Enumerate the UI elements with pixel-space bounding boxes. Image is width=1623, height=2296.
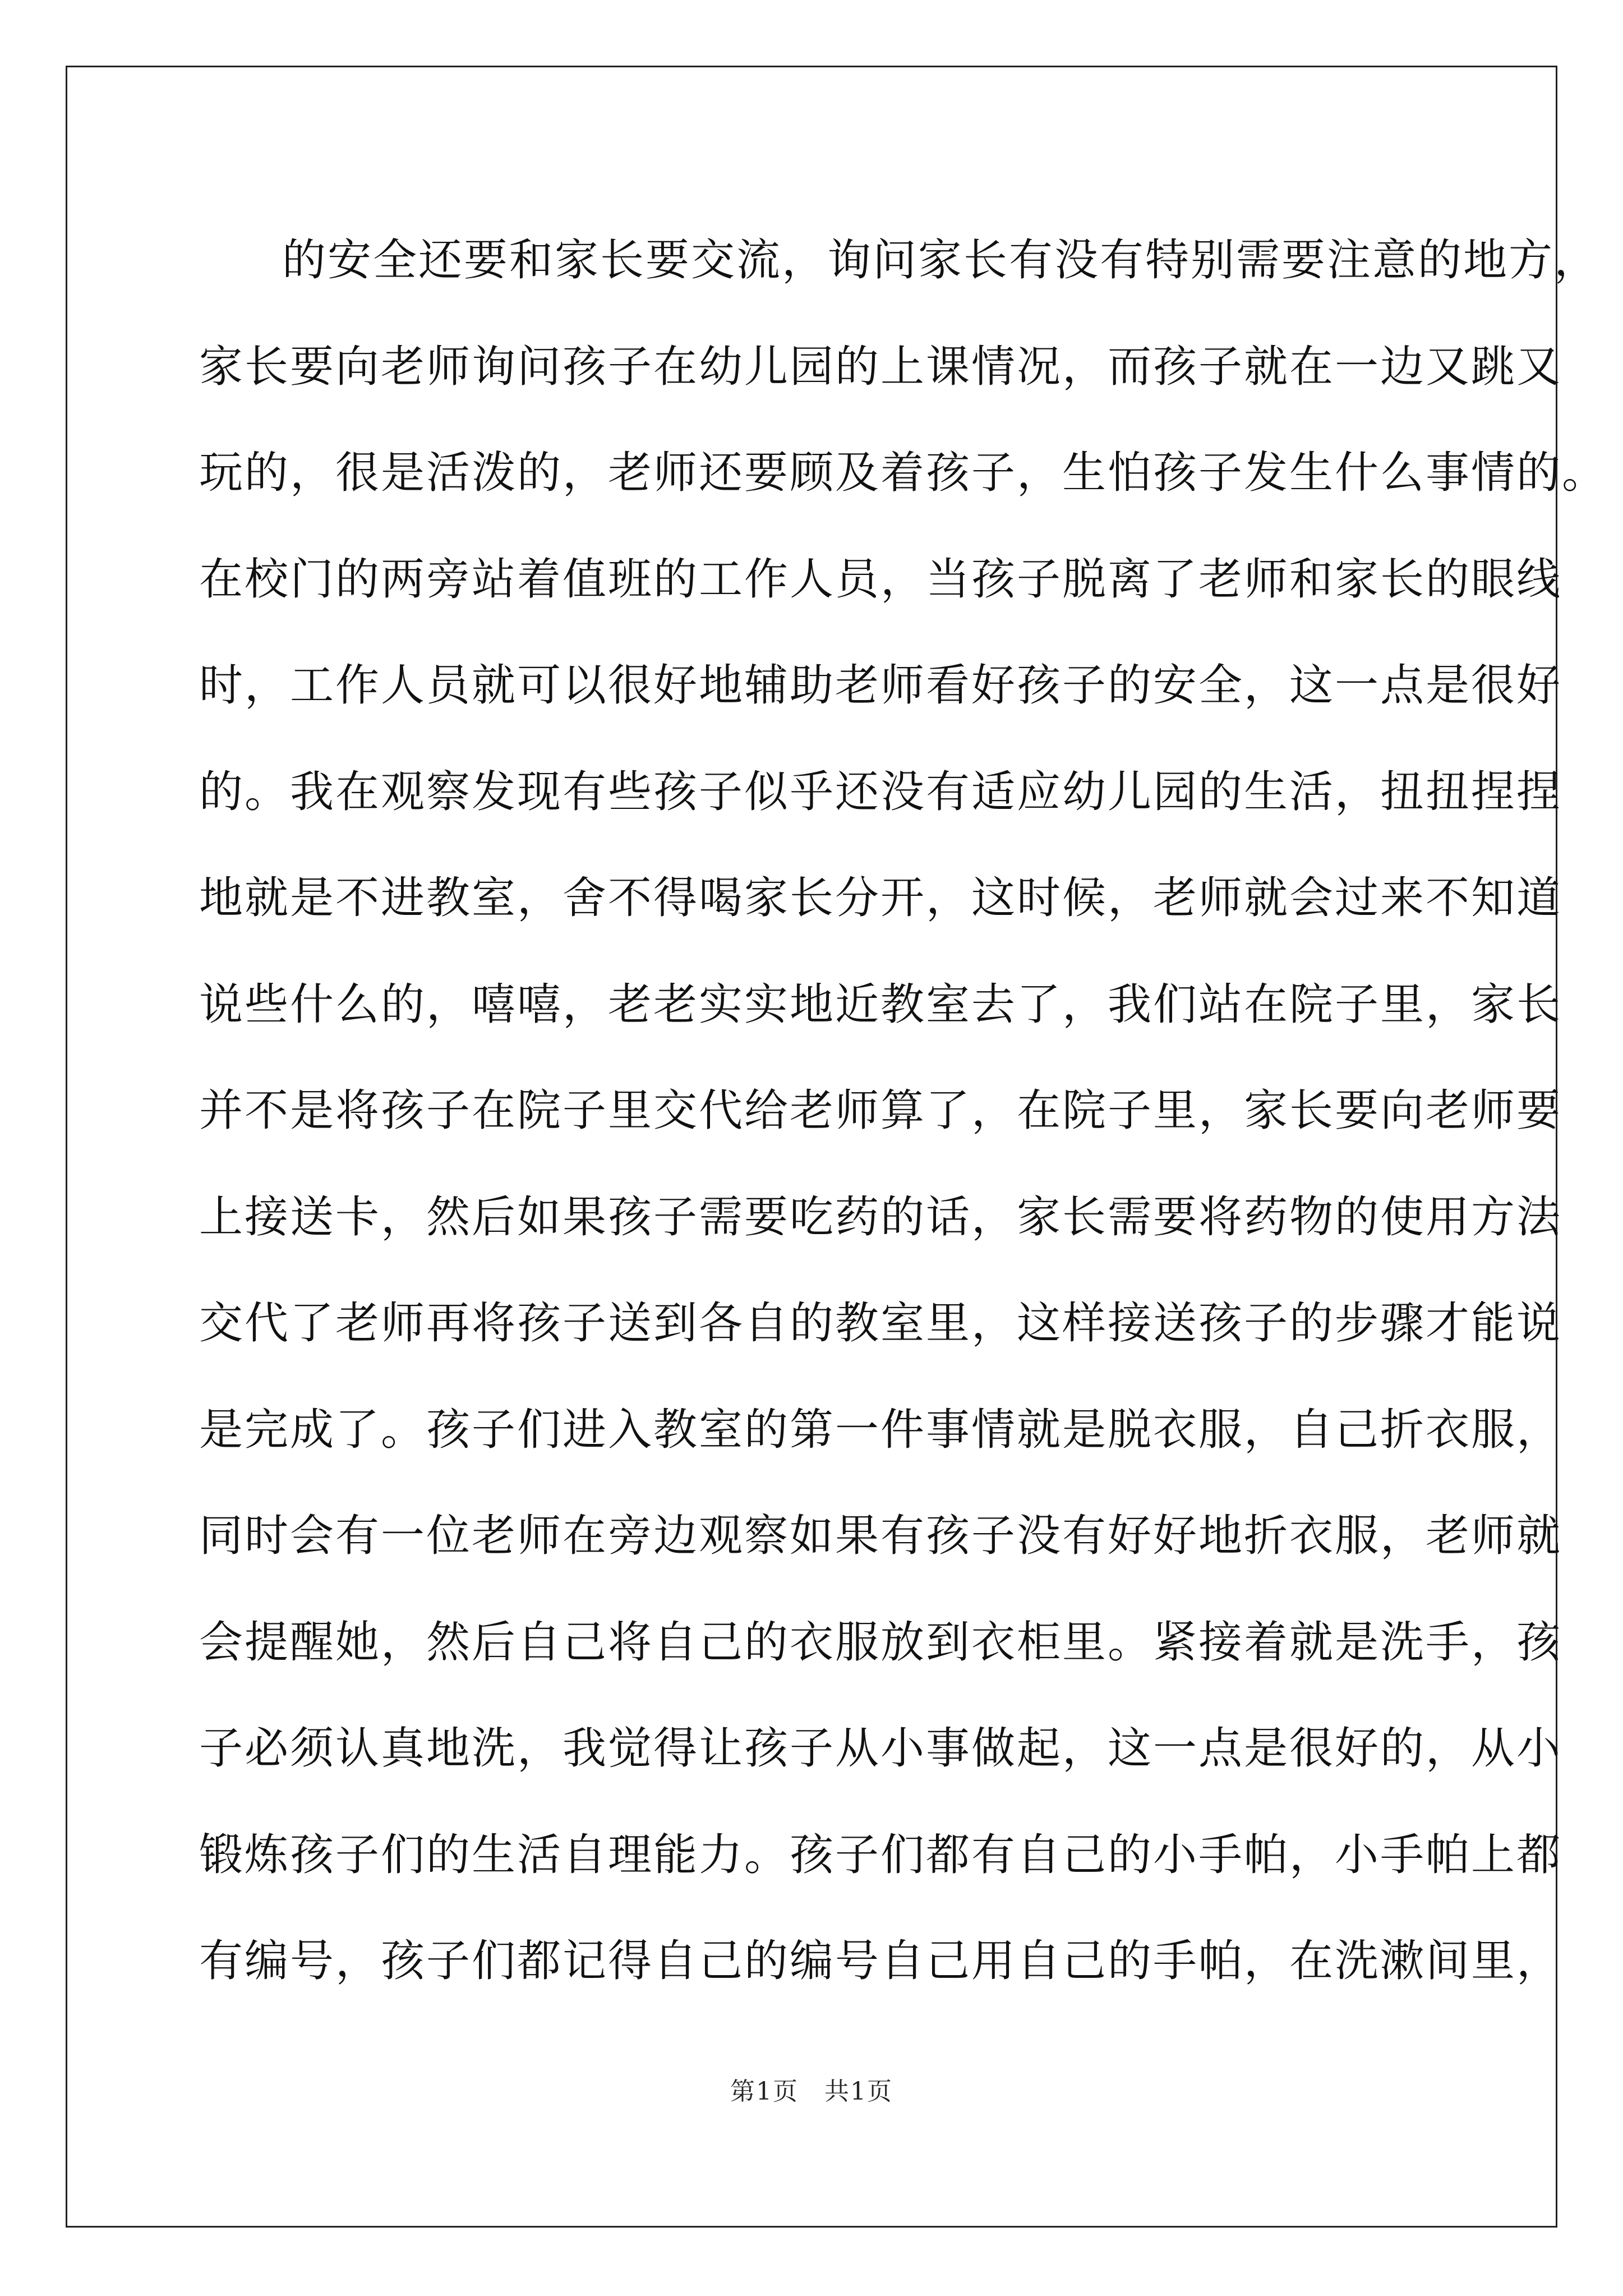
text-line: 上接送卡，然后如果孩子需要吃药的话，家长需要将药物的使用方法 (199, 1191, 1562, 1243)
page-footer (0, 2071, 1623, 2107)
text-line: 在校门的两旁站着值班的工作人员，当孩子脱离了老师和家长的眼线 (199, 554, 1562, 605)
text-line: 的安全还要和家长要交流，询问家长有没有特别需要注意的地方， (282, 235, 1600, 286)
text-line: 有编号，孩子们都记得自己的编号自己用自己的手帕，在洗漱间里， (199, 1936, 1562, 1986)
text-line: 同时会有一位老师在旁边观察如果有孩子没有好好地折衣服，老师就 (199, 1511, 1562, 1561)
text-line: 会提醒她，然后自己将自己的衣服放到衣柜里。紧接着就是洗手，孩 (199, 1617, 1562, 1668)
body-text (199, 208, 1608, 2015)
text-line: 家长要向老师询问孩子在幼儿园的上课情况，而孩子就在一边又跳又 (199, 341, 1562, 392)
text-line: 时，工作人员就可以很好地辅助老师看好孩子的安全，这一点是很好 (199, 660, 1562, 711)
text-line: 玩的，很是活泼的，老师还要顾及着孩子，生怕孩子发生什么事情的。 (199, 448, 1608, 498)
text-line: 交代了老师再将孩子送到各自的教室里，这样接送孩子的步骤才能说 (199, 1298, 1562, 1349)
text-line: 是完成了。孩子们进入教室的第一件事情就是脱衣服，自己折衣服， (199, 1404, 1562, 1455)
text-line: 的。我在观察发现有些孩子似乎还没有适应幼儿园的生活，扭扭捏捏 (199, 766, 1562, 817)
text-line: 地就是不进教室，舍不得喝家长分开，这时候，老师就会过来不知道 (199, 873, 1562, 923)
text-line: 子必须认真地洗，我觉得让孩子从小事做起，这一点是很好的，从小 (199, 1723, 1562, 1774)
total-pages: 共1页 (824, 2077, 893, 2106)
page-number: 第1页 (730, 2077, 799, 2106)
text-line: 说些什么的，嘻嘻，老老实实地近教室去了，我们站在院子里，家长 (199, 979, 1562, 1030)
text-line: 并不是将孩子在院子里交代给老师算了，在院子里，家长要向老师要 (199, 1085, 1562, 1136)
text-line: 锻炼孩子们的生活自理能力。孩子们都有自己的小手帕，小手帕上都 (199, 1829, 1562, 1880)
